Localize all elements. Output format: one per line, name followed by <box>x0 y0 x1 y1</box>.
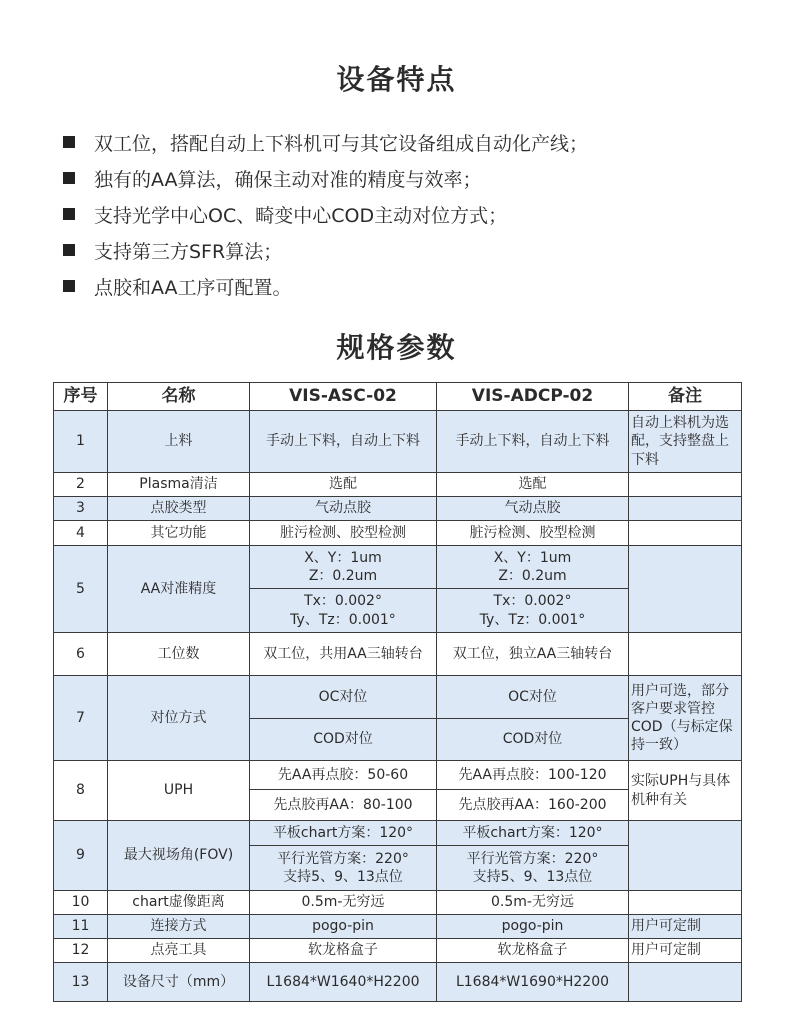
table-header-row <box>54 383 742 411</box>
table-row: 平行光管方案：220° 支持5、9、13点位 平行光管方案：220° 支持5、9、13点位 <box>54 846 742 891</box>
list-item: 双工位，搭配自动上下料机可与其它设备组成自动化产线； <box>63 124 763 160</box>
features-list <box>63 124 763 304</box>
header-model-a: VIS-ASC-02 <box>250 383 437 411</box>
square-bullet-icon <box>63 172 75 184</box>
header-model-b: VIS-ADCP-02 <box>437 383 629 411</box>
table-row: 1 上料 手动上下料，自动上下料 手动上下料，自动上下料 自动上料机为选配，支持整盘上下料 <box>54 411 742 473</box>
features-title: 设备特点 <box>336 63 457 96</box>
table-row: 7 对位方式 OC对位 OC对位 用户可选，部分客户要求管控COD（与标定保持一致） <box>54 676 742 719</box>
table-row: 13 设备尺寸（mm） L1684*W1640*H2200 L1684*W1690*H2200 <box>54 963 742 1002</box>
spec-table <box>53 382 742 1002</box>
header-note: 备注 <box>629 383 742 411</box>
square-bullet-icon <box>63 280 75 292</box>
table-row: 12 点亮工具 软龙格盒子 软龙格盒子 用户可定制 <box>54 939 742 963</box>
header-name: 名称 <box>108 383 250 411</box>
header-no: 序号 <box>54 383 108 411</box>
square-bullet-icon <box>63 208 75 220</box>
square-bullet-icon <box>63 244 75 256</box>
table-row: 先点胶再AA：80-100 先点胶再AA：160-200 <box>54 790 742 821</box>
table-row: 11 连接方式 pogo-pin pogo-pin 用户可定制 <box>54 915 742 939</box>
list-item: 独有的AA算法，确保主动对准的精度与效率； <box>63 160 763 196</box>
table-row: 2 Plasma清洁 选配 选配 <box>54 473 742 497</box>
table-row: COD对位 COD对位 <box>54 719 742 761</box>
list-item: 点胶和AA工序可配置。 <box>63 268 763 304</box>
table-row: 4 其它功能 脏污检测、胶型检测 脏污检测、胶型检测 <box>54 521 742 546</box>
specs-title: 规格参数 <box>336 331 457 364</box>
table-row: 3 点胶类型 气动点胶 气动点胶 <box>54 497 742 521</box>
table-row: Tx：0.002° Ty、Tz：0.001° Tx：0.002° Ty、Tz：0.001° <box>54 589 742 633</box>
table-row: 8 UPH 先AA再点胶：50-60 先AA再点胶：100-120 实际UPH与具体机种有关 <box>54 761 742 790</box>
list-item: 支持第三方SFR算法； <box>63 232 763 268</box>
table-row: 10 chart虚像距离 0.5m-无穷远 0.5m-无穷远 <box>54 891 742 915</box>
square-bullet-icon <box>63 136 75 148</box>
table-row: 5 AA对准精度 X、Y：1um Z：0.2um X、Y：1um Z：0.2um <box>54 546 742 589</box>
table-row: 9 最大视场角(FOV) 平板chart方案：120° 平板chart方案：120° <box>54 821 742 846</box>
table-row: 6 工位数 双工位，共用AA三轴转台 双工位，独立AA三轴转台 <box>54 633 742 676</box>
list-item: 支持光学中心OC、畸变中心COD主动对位方式； <box>63 196 763 232</box>
